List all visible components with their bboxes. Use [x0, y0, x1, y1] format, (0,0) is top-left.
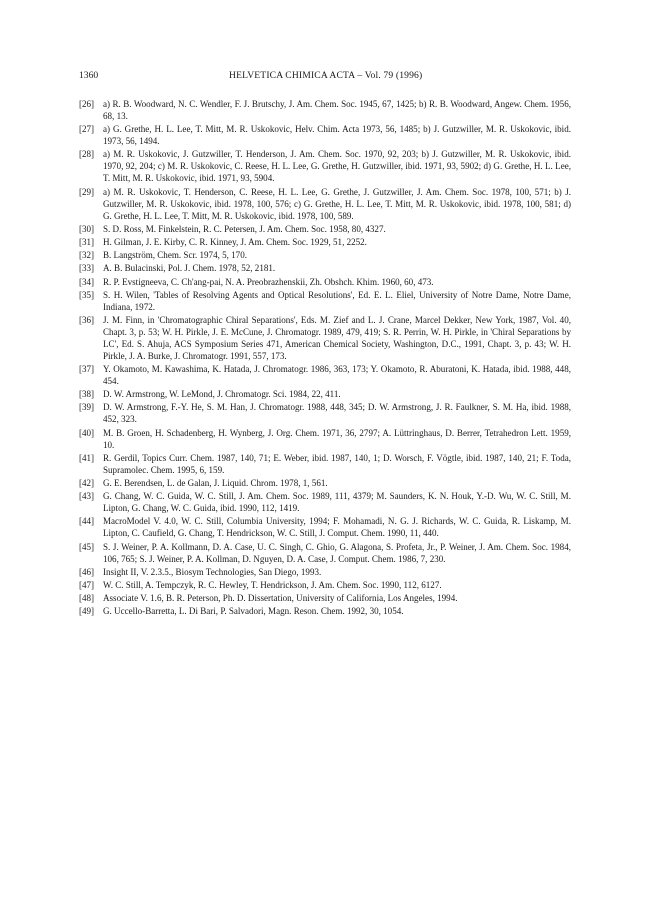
reference-item — [79, 592, 571, 604]
running-title: HELVETICA CHIMICA ACTA – Vol. 79 (1996) — [229, 70, 423, 81]
reference-item — [79, 249, 571, 261]
reference-item — [79, 388, 571, 400]
reference-item — [79, 605, 571, 617]
reference-number: [32] — [79, 250, 95, 261]
reference-item — [79, 566, 571, 578]
reference-text: H. Gilman, J. E. Kirby, C. R. Kinney, J. Am. Chem. Soc. 1929, 51, 2252. — [103, 236, 367, 247]
reference-text: Associate V. 1.6, B. R. Peterson, Ph. D. Dissertation, University of California, Los Angeles, 1994. — [103, 593, 458, 604]
reference-text: M. B. Groen, H. Schadenberg, H. Wynberg, J. Org. Chem. 1971, 36, 2797; A. Lüttringhaus, D. Berrer, Tetrahedron Lett. 1959, 10. — [103, 427, 571, 450]
reference-number: [34] — [79, 276, 95, 287]
reference-text: D. W. Armstrong, F.-Y. He, S. M. Han, J. Chromatogr. 1988, 448, 345; D. W. Armstrong, J. R. Faulkner, S. M. Ha, ibid. 1988, 452, 323. — [103, 402, 571, 425]
reference-number: [48] — [79, 593, 95, 604]
reference-text: a) R. B. Woodward, N. C. Wendler, F. J. Brutschy, J. Am. Chem. Soc. 1945, 67, 1425; b) R. B. Woodward, Angew. Chem. 1956, 68, 13. — [103, 99, 571, 121]
reference-item — [79, 363, 571, 387]
reference-item — [79, 186, 571, 222]
reference-number: [26] — [79, 99, 95, 109]
reference-item — [79, 452, 571, 476]
reference-number: [49] — [79, 606, 95, 617]
reference-number: [35] — [79, 289, 95, 300]
reference-item — [79, 515, 571, 539]
reference-number: [41] — [79, 452, 95, 463]
reference-text: G. E. Berendsen, L. de Galan, J. Liquid. Chrom. 1978, 1, 561. — [103, 478, 328, 488]
reference-item — [79, 148, 571, 184]
reference-item — [79, 490, 571, 514]
reference-text: G. Uccello-Barretta, L. Di Bari, P. Salvadori, Magn. Reson. Chem. 1992, 30, 1054. — [103, 606, 404, 617]
reference-text: R. P. Evstigneeva, C. Ch'ang-pai, N. A. Preobrazhenskii, Zh. Obshch. Khim. 1960, 60, 473. — [103, 276, 434, 287]
reference-text: Insight II, V. 2.3.5., Biosym Technologies, San Diego, 1993. — [103, 566, 322, 577]
reference-number: [27] — [79, 124, 95, 135]
reference-text: S. H. Wilen, 'Tables of Resolving Agents and Optical Resolutions', Ed. E. L. Eliel, University of Notre Dame, Notre Dame, Indiana, 1972. — [103, 289, 571, 312]
reference-number: [43] — [79, 491, 95, 502]
reference-item — [79, 289, 571, 313]
reference-number: [29] — [79, 186, 95, 197]
reference-text: MacroModel V. 4.0, W. C. Still, Columbia University, 1994; F. Mohamadi, N. G. J. Richards, W. C. Guida, R. Liskamp, M. Lipton, C. Caufield, G. Chang, T. Hendrickson, W. C. Still, J. Comput. Chem. 1990, 11, 440. — [103, 516, 571, 539]
reference-item — [79, 262, 571, 274]
reference-number: [38] — [79, 389, 95, 400]
reference-number: [37] — [79, 364, 95, 375]
reference-text: A. B. Bulacinski, Pol. J. Chem. 1978, 52, 2181. — [103, 263, 276, 274]
page-header — [79, 70, 569, 84]
page-number: 1360 — [79, 70, 99, 81]
reference-item — [79, 477, 571, 489]
reference-number: [46] — [79, 566, 95, 577]
reference-number: [47] — [79, 579, 95, 590]
reference-number: [40] — [79, 427, 95, 438]
reference-item — [79, 427, 571, 451]
reference-text: a) M. R. Uskokovic, T. Henderson, C. Reese, H. L. Lee, G. Grethe, J. Gutzwiller, J. Am. Chem. Soc. 1978, 100, 571; b) J. Gutzwiller, M. R. Uskokovic, ibid. 1978, 100, 576; c) G. Grethe, H. L. Lee, T. Mitt, M. R. Uskokovic, ibid. 1978, 100, 581; d) G. Grethe, H. L. Lee, T. Mitt, M. R. Uskokovic, ibid. 1978, 100, 589. — [103, 186, 571, 221]
reference-item — [79, 223, 571, 235]
reference-text: G. Chang, W. C. Guida, W. C. Still, J. Am. Chem. Soc. 1989, 111, 4379; M. Saunders, K. N. Houk, Y.-D. Wu, W. C. Still, M. Lipton, G. Chang, W. C. Guida, ibid. 1990, 112, 1419. — [103, 491, 571, 514]
reference-number: [39] — [79, 402, 95, 413]
reference-item — [79, 123, 571, 147]
reference-item — [79, 314, 571, 362]
reference-text: J. M. Finn, in 'Chromatographic Chiral Separations', Eds. M. Zief and L. J. Crane, Marcel Dekker, New York, 1987, Vol. 40, Chapt. 3, p. 53; W. H. Pirkle, J. E. McCune, J. Chromatogr. 1989, 479, 419; S. R. Perrin, W. H. Pirkle, in 'Chiral Separations by LC', Ed. S. Ahuja, ACS Symposium Series 471, American Chemical Society, Washington, D.C., 1991, Chapt. 3, p. 43; W. H. Pirkle, J. A. Burke, J. Chromatogr. 1991, 557, 173. — [103, 314, 571, 361]
reference-text: B. Langström, Chem. Scr. 1974, 5, 170. — [103, 250, 247, 261]
reference-number: [45] — [79, 541, 95, 552]
reference-list — [79, 98, 571, 619]
reference-text: a) G. Grethe, H. L. Lee, T. Mitt, M. R. Uskokovic, Helv. Chim. Acta 1973, 56, 1485; b) J. Gutzwiller, M. R. Uskokovic, ibid. 1973, 56, 1494. — [103, 124, 571, 147]
reference-item — [79, 236, 571, 248]
reference-number: [33] — [79, 263, 95, 274]
reference-number: [44] — [79, 516, 95, 527]
reference-item — [79, 541, 571, 565]
reference-text: S. D. Ross, M. Finkelstein, R. C. Petersen, J. Am. Chem. Soc. 1958, 80, 4327. — [103, 223, 386, 234]
reference-item — [79, 579, 571, 591]
reference-text: W. C. Still, A. Tempczyk, R. C. Hewley, T. Hendrickson, J. Am. Chem. Soc. 1990, 112, 6127. — [103, 579, 442, 590]
reference-number: [31] — [79, 236, 95, 247]
reference-text: D. W. Armstrong, W. LeMond, J. Chromatogr. Sci. 1984, 22, 411. — [103, 389, 341, 400]
reference-item — [79, 98, 571, 122]
reference-number: [42] — [79, 478, 95, 488]
reference-number: [30] — [79, 223, 95, 234]
reference-item — [79, 276, 571, 288]
reference-item — [79, 401, 571, 425]
reference-number: [36] — [79, 314, 95, 325]
reference-text: Y. Okamoto, M. Kawashima, K. Hatada, J. Chromatogr. 1986, 363, 173; Y. Okamoto, R. Aburatoni, K. Hatada, ibid. 1988, 448, 454. — [103, 364, 571, 387]
reference-text: a) M. R. Uskokovic, J. Gutzwiller, T. Henderson, J. Am. Chem. Soc. 1970, 92, 203; b) J. Gutzwiller, M. R. Uskokovic, ibid. 1970, 92, 204; c) M. R. Uskokovic, C. Reese, H. L. Lee, G. Grethe, H. Gutzwiller, ibid. 1971, 93, 5902; d) G. Grethe, H. L. Lee, T. Mitt, M. R. Uskokovic, ibid. 1971, 93, 5904. — [103, 149, 571, 184]
reference-text: R. Gerdil, Topics Curr. Chem. 1987, 140, 71; E. Weber, ibid. 1987, 140, 1; D. Worsch, F. Vögtle, ibid. 1987, 140, 21; F. Toda, Supramolec. Chem. 1995, 6, 159. — [103, 452, 571, 475]
reference-text: S. J. Weiner, P. A. Kollmann, D. A. Case, U. C. Singh, C. Ghio, G. Alagona, S. Profeta, Jr., P. Weiner, J. Am. Chem. Soc. 1984, 106, 765; S. J. Weiner, P. A. Kollman, D. Nguyen, D. A. Case, J. Comput. Chem. 1986, 7, 230. — [103, 541, 571, 564]
reference-number: [28] — [79, 149, 95, 160]
